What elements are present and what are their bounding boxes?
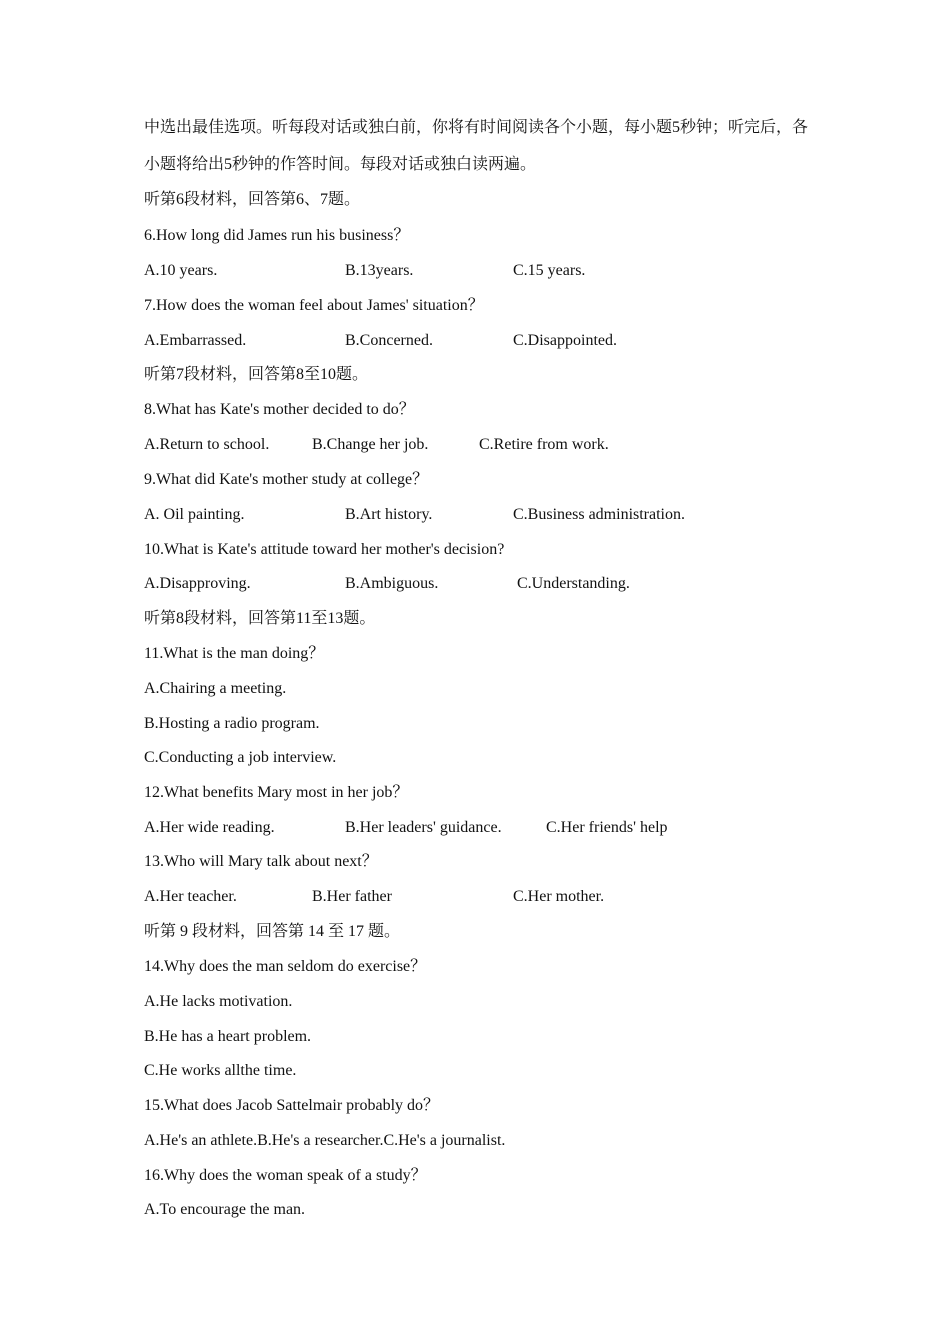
- q6-option-b: B.13years.: [345, 262, 414, 279]
- q8-option-c: C.Retire from work.: [479, 436, 609, 453]
- q9-option-a: A. Oil painting.: [144, 506, 245, 523]
- q12-option-a: A.Her wide reading.: [144, 819, 275, 836]
- q10-option-a: A.Disapproving.: [144, 575, 251, 592]
- q12-option-b: B.Her leaders' guidance.: [345, 819, 502, 836]
- question-10: 10.What is Kate's attitude toward her mother's decision?: [144, 541, 505, 558]
- section-6-heading: 听第6段材料，回答第6、7题。: [144, 191, 361, 208]
- q11-option-c: C.Conducting a job interview.: [144, 749, 337, 766]
- question-11: 11.What is the man doing？: [144, 645, 325, 662]
- section-8-heading: 听第8段材料，回答第11至13题。: [144, 610, 376, 627]
- q13-option-b: B.Her father: [312, 888, 392, 905]
- question-15: 15.What does Jacob Sattelmair probably do？: [144, 1097, 440, 1114]
- intro-line-1: 中选出最佳选项。听每段对话或独白前，你将有时间阅读各个小题，每小题5秒钟；听完后，各: [144, 119, 809, 136]
- q6-option-c: C.15 years.: [513, 262, 586, 279]
- q13-option-a: A.Her teacher.: [144, 888, 237, 905]
- q8-option-b: B.Change her job.: [312, 436, 429, 453]
- q16-option-a: A.To encourage the man.: [144, 1201, 306, 1218]
- q14-option-b: B.He has a heart problem.: [144, 1028, 312, 1045]
- question-14: 14.Why does the man seldom do exercise？: [144, 958, 427, 975]
- section-9-heading: 听第 9 段材料，回答第 14 至 17 题。: [144, 923, 401, 940]
- question-12: 12.What benefits Mary most in her job？: [144, 784, 409, 801]
- q11-option-a: A.Chairing a meeting.: [144, 680, 287, 697]
- q7-option-a: A.Embarrassed.: [144, 332, 247, 349]
- q9-option-b: B.Art history.: [345, 506, 433, 523]
- q15-options: A.He's an athlete.B.He's a researcher.C.He's a journalist.: [144, 1132, 506, 1149]
- intro-line-2: 小题将给出5秒钟的作答时间。每段对话或独白读两遍。: [144, 156, 537, 173]
- question-7: 7.How does the woman feel about James' situation？: [144, 297, 484, 314]
- q7-option-c: C.Disappointed.: [513, 332, 617, 349]
- q13-option-c: C.Her mother.: [513, 888, 605, 905]
- q10-option-c: C.Understanding.: [517, 575, 630, 592]
- question-6: 6.How long did James run his business？: [144, 227, 410, 244]
- q8-option-a: A.Return to school.: [144, 436, 270, 453]
- q11-option-b: B.Hosting a radio program.: [144, 715, 320, 732]
- q14-option-c: C.He works allthe time.: [144, 1062, 297, 1079]
- section-7-heading: 听第7段材料，回答第8至10题。: [144, 366, 369, 383]
- question-13: 13.Who will Mary talk about next？: [144, 853, 378, 870]
- q9-option-c: C.Business administration.: [513, 506, 685, 523]
- question-9: 9.What did Kate's mother study at college？: [144, 471, 429, 488]
- q12-option-c: C.Her friends' help: [546, 819, 668, 836]
- q7-option-b: B.Concerned.: [345, 332, 433, 349]
- question-8: 8.What has Kate's mother decided to do？: [144, 401, 415, 418]
- question-16: 16.Why does the woman speak of a study？: [144, 1167, 427, 1184]
- q6-option-a: A.10 years.: [144, 262, 218, 279]
- q10-option-b: B.Ambiguous.: [345, 575, 439, 592]
- q14-option-a: A.He lacks motivation.: [144, 993, 293, 1010]
